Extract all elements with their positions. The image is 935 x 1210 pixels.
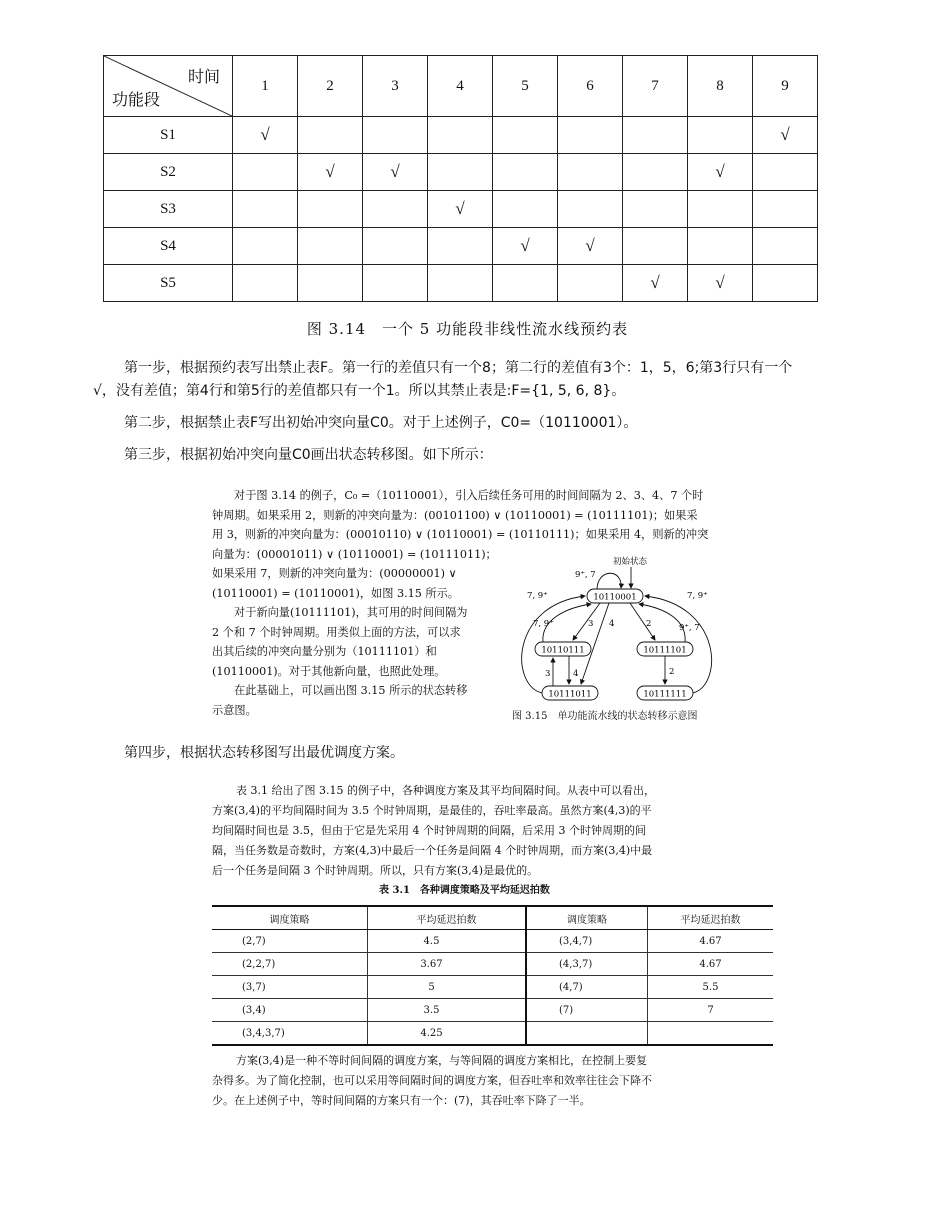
cell: 4.5 [368, 930, 527, 953]
edge-label: 4 [573, 669, 579, 679]
table-header-row [212, 906, 773, 930]
book-line: 方案(3,4)是一种不等时间间隔的调度方案，与等间隔的调度方案相比，在控制上要复 [236, 1054, 648, 1067]
book-line: 均间隔时间也是 3.5，但由于它是先采用 4 个时钟周期的间隔，后采用 3 个时钟周期的间 [212, 824, 646, 837]
edge-label: 9⁺, 7 [575, 570, 596, 580]
step1-line1: 第一步，根据预约表写出禁止表F。第一行的差值只有一个8；第二行的差值有3个：1，5，6;第3行只有一个 [124, 360, 793, 376]
table-row [104, 117, 818, 154]
stage-label: S1 [104, 117, 233, 154]
cell [298, 117, 363, 154]
time-col-header: 5 [493, 56, 558, 117]
initial-state-label: 初始状态 [613, 557, 648, 567]
book-line: 出其后续的冲突向量分别为（10111101）和 [212, 645, 437, 658]
state-transition-diagram [505, 550, 730, 710]
step2: 第二步，根据禁止表F写出初始冲突向量C0。对于上述例子，C0=（10110001）。 [124, 415, 638, 431]
cell [493, 265, 558, 302]
cell [493, 154, 558, 191]
table-row [212, 999, 773, 1022]
stage-label: S4 [104, 228, 233, 265]
time-col-header: 4 [428, 56, 493, 117]
book-excerpt-3 [212, 1051, 717, 1111]
table-row [212, 930, 773, 953]
cell: 7 [648, 999, 774, 1022]
figure-caption-3-14: 图 3.14 一个 5 功能段非线性流水线预约表 [306, 320, 629, 338]
edge-label: 7, 9⁺ [527, 591, 548, 601]
cell [428, 154, 493, 191]
cell [558, 117, 623, 154]
cell: (3,7) [212, 976, 368, 999]
column-header: 平均延迟拍数 [368, 906, 527, 930]
step3: 第三步，根据初始冲突向量C0画出状态转移图。如下所示： [124, 447, 493, 463]
stage-label: S3 [104, 191, 233, 228]
figure-caption-3-15: 图 3.15 单功能流水线的状态转移示意图 [512, 711, 698, 722]
time-col-header: 2 [298, 56, 363, 117]
cell: 4.67 [648, 930, 774, 953]
table-row [104, 228, 818, 265]
cell: √ [688, 154, 753, 191]
time-col-header: 8 [688, 56, 753, 117]
cell [298, 228, 363, 265]
time-col-header: 1 [233, 56, 298, 117]
edge-label: 9⁺, 7 [679, 623, 700, 633]
cell [233, 191, 298, 228]
stage-label: S5 [104, 265, 233, 302]
step4: 第四步，根据状态转移图写出最优调度方案。 [124, 745, 404, 761]
book-line: (10110001) = (10110001)，如图 3.15 所示。 [212, 586, 459, 600]
cell: (4,3,7) [526, 953, 648, 976]
cell [753, 191, 818, 228]
state-node-label: 10111111 [643, 689, 687, 700]
book-line: 方案(3,4)的平均间隔时间为 3.5 个时钟周期，是最佳的，吞吐率最高。虽然方案(4,3)的平 [212, 804, 652, 817]
time-col-header: 9 [753, 56, 818, 117]
cell: √ [493, 228, 558, 265]
cell [298, 265, 363, 302]
cell [558, 154, 623, 191]
book-line: 对于新向量(10111101)，其可用的时间间隔为 [234, 606, 468, 619]
cell: 5 [368, 976, 527, 999]
book-line: 后一个任务是间隔 3 个时钟周期。所以，只有方案(3,4)是最优的。 [212, 864, 539, 877]
cell [623, 117, 688, 154]
cell [688, 191, 753, 228]
book-line: 少。在上述例子中，等时间间隔的方案只有一个：(7)，其吞吐率下降了一半。 [212, 1094, 591, 1107]
edge-label: 2 [646, 619, 652, 629]
cell: √ [623, 265, 688, 302]
cell [233, 228, 298, 265]
table-row [104, 154, 818, 191]
cell: √ [363, 154, 428, 191]
cell: √ [298, 154, 363, 191]
edge-label: 7, 9⁺ [687, 591, 708, 601]
cell [558, 265, 623, 302]
state-node-label: 10110001 [593, 592, 637, 603]
cell: (7) [526, 999, 648, 1022]
cell: (4,7) [526, 976, 648, 999]
cell: (2,2,7) [212, 953, 368, 976]
cell: √ [688, 265, 753, 302]
table-row [212, 976, 773, 999]
cell [753, 265, 818, 302]
time-header-label: 时间 [187, 69, 220, 86]
schedule-table [212, 905, 773, 1046]
cell: 3.5 [368, 999, 527, 1022]
cell [233, 154, 298, 191]
cell: √ [558, 228, 623, 265]
edge-label: 3 [588, 619, 594, 629]
table-row [212, 1022, 773, 1046]
state-node-label: 10110111 [541, 645, 585, 656]
cell [526, 1022, 648, 1046]
edge-label: 2 [669, 667, 675, 677]
book-line: 杂得多。为了简化控制，也可以采用等间隔时间的调度方案，但吞吐率和效率往往会下降不 [212, 1074, 652, 1087]
cell [428, 265, 493, 302]
cell [363, 265, 428, 302]
stage-header-label: 功能段 [112, 92, 161, 109]
cell: 3.67 [368, 953, 527, 976]
cell [298, 191, 363, 228]
table-3-1-title: 表 3.1 各种调度策略及平均延迟拍数 [379, 885, 550, 896]
cell [363, 117, 428, 154]
time-col-header: 6 [558, 56, 623, 117]
cell: √ [428, 191, 493, 228]
reservation-table [103, 55, 818, 302]
cell [753, 154, 818, 191]
book-line: 隔，当任务数是奇数时，方案(4,3)中最后一个任务是间隔 4 个时钟周期，而方案(3,4)中最 [212, 844, 653, 857]
edge-label: 4 [609, 619, 615, 629]
cell [558, 191, 623, 228]
cell [428, 117, 493, 154]
cell [623, 154, 688, 191]
cell [493, 117, 558, 154]
book-line: 2 个和 7 个时钟周期。用类似上面的方法，可以求 [212, 625, 461, 639]
table-corner [104, 56, 233, 117]
cell: (2,7) [212, 930, 368, 953]
book-line: (10110001)。对于其他新向量，也照此处理。 [212, 664, 446, 678]
state-node-label: 10111101 [643, 645, 687, 656]
cell [623, 191, 688, 228]
stage-label: S2 [104, 154, 233, 191]
cell [688, 228, 753, 265]
cell: 4.67 [648, 953, 774, 976]
column-header: 平均延迟拍数 [648, 906, 774, 930]
cell [428, 228, 493, 265]
book-line: 用 3，则新的冲突向量为：(00010110) ∨ (10110001) = (10110111)；如果采用 4，则新的冲突 [212, 528, 709, 541]
column-header: 调度策略 [526, 906, 648, 930]
cell [688, 117, 753, 154]
table-row [104, 191, 818, 228]
self-loop-edge [597, 573, 621, 590]
book-line: 如果采用 7，则新的冲突向量为：(00000001) ∨ [212, 567, 457, 580]
step1-line2: √，没有差值；第4行和第5行的差值都只有一个1。所以其禁止表是:F={1, 5, 6, 8}。 [93, 383, 626, 399]
book-line: 对于图 3.14 的例子，C₀ =（10110001），引入后续任务可用的时间间隔为 2、3、4、7 个时 [234, 489, 704, 502]
cell: (3,4,7) [526, 930, 648, 953]
book-line: 示意图。 [212, 703, 257, 717]
cell [648, 1022, 774, 1046]
cell: 4.25 [368, 1022, 527, 1046]
cell: √ [233, 117, 298, 154]
book-line: 钟周期。如果采用 2，则新的冲突向量为：(00101100) ∨ (10110001) = (10111101)；如果采 [212, 508, 698, 522]
cell [493, 191, 558, 228]
book-line: 在此基础上，可以画出图 3.15 所示的状态转移 [234, 684, 468, 697]
time-col-header: 7 [623, 56, 688, 117]
state-node-label: 10111011 [548, 689, 592, 700]
cell [363, 191, 428, 228]
column-header: 调度策略 [212, 906, 368, 930]
edge [573, 603, 600, 640]
cell [363, 228, 428, 265]
cell: √ [753, 117, 818, 154]
table-row [104, 265, 818, 302]
cell [753, 228, 818, 265]
edge-label: 7, 9⁺ [533, 619, 554, 629]
time-col-header: 3 [363, 56, 428, 117]
book-line: 表 3.1 给出了图 3.15 的例子中，各种调度方案及其平均间隔时间。从表中可以看出， [236, 784, 655, 797]
book-excerpt-2 [212, 781, 717, 881]
cell [233, 265, 298, 302]
table-row [212, 953, 773, 976]
edge-label: 3 [545, 669, 551, 679]
book-line: 向量为：(00001011) ∨ (10110001) = (10111011)； [212, 547, 497, 561]
cell: 5.5 [648, 976, 774, 999]
cell: (3,4) [212, 999, 368, 1022]
cell: (3,4,3,7) [212, 1022, 368, 1046]
cell [623, 228, 688, 265]
